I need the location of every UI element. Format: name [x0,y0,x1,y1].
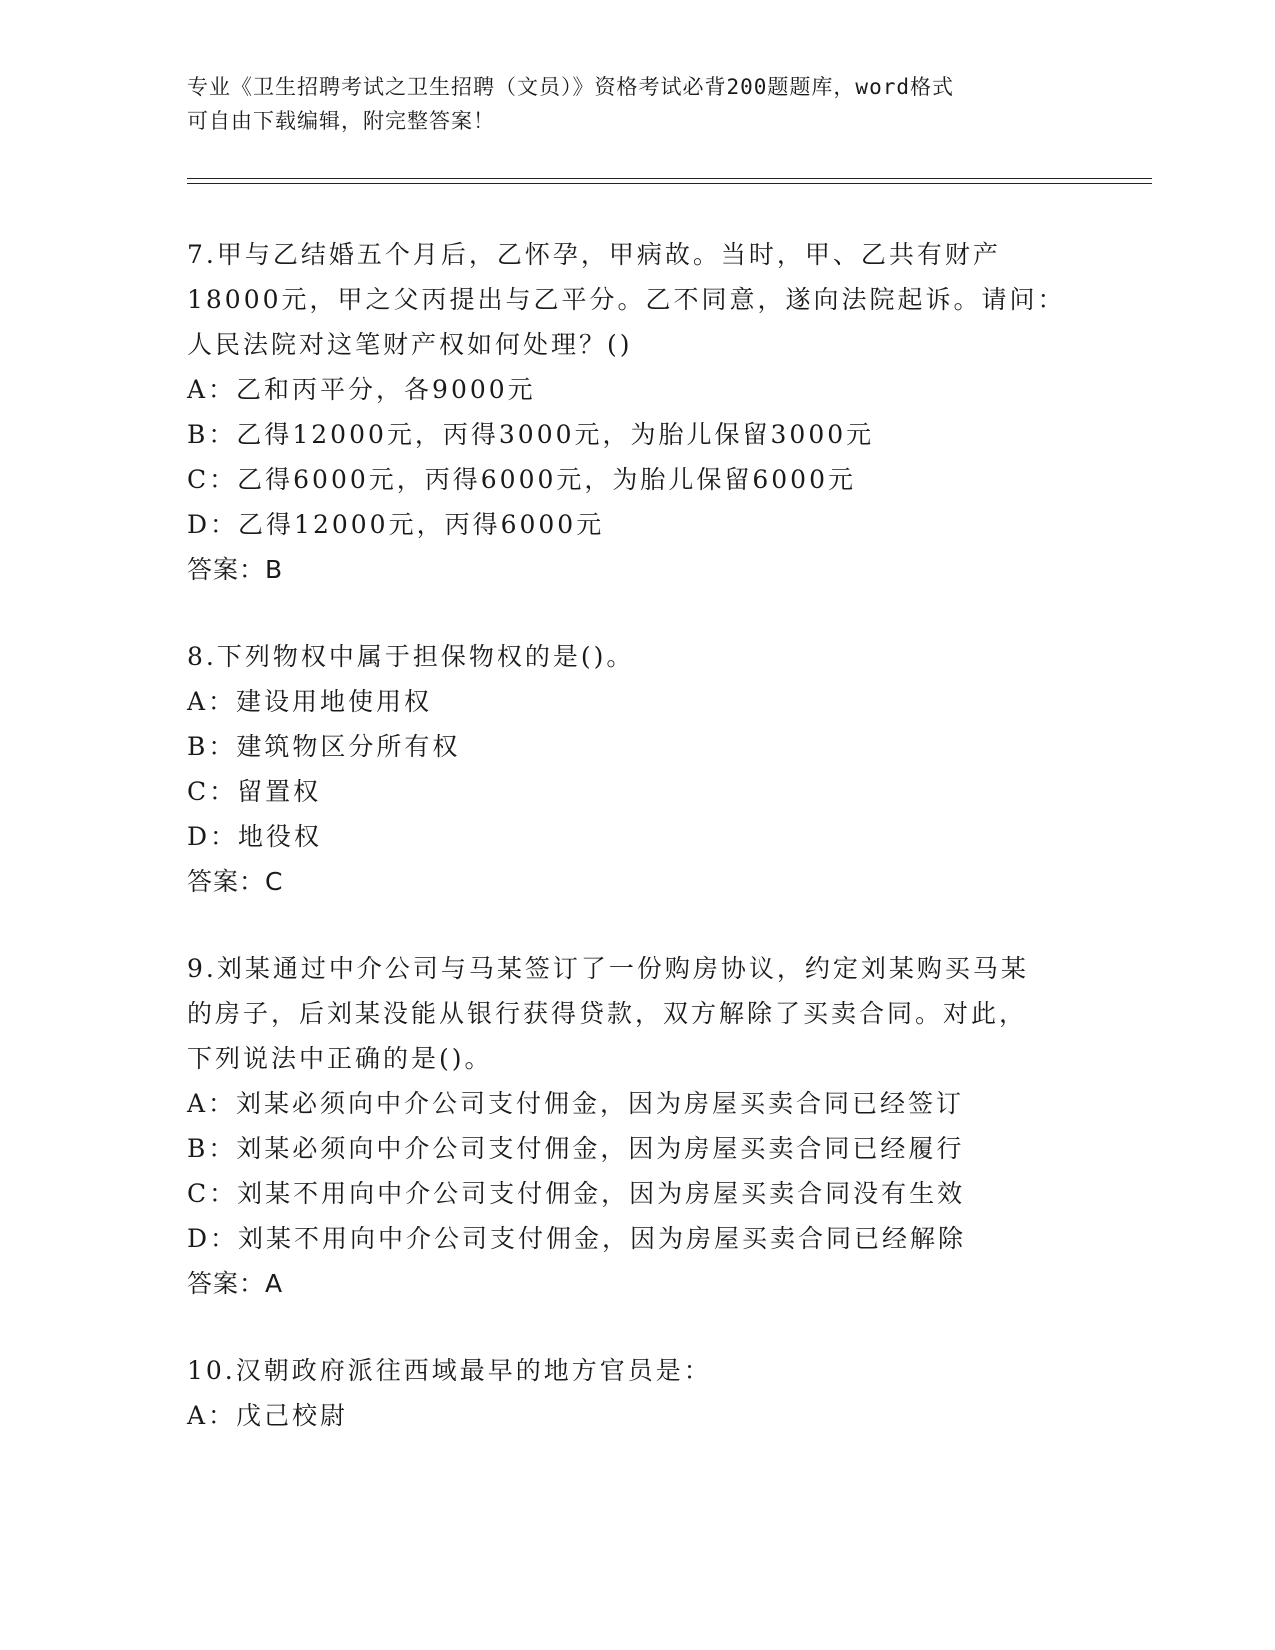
option-a: A：乙和丙平分，各9000元 [187,375,536,404]
question-stem: 的房子，后刘某没能从银行获得贷款，双方解除了买卖合同。对此， [187,999,1028,1028]
question-stem: 8.下列物权中属于担保物权的是()。 [187,642,635,671]
option-b: B：刘某必须向中介公司支付佣金，因为房屋买卖合同已经履行 [187,1134,965,1163]
answer-key: 答案：A [187,1269,284,1298]
option-c: C：刘某不用向中介公司支付佣金，因为房屋买卖合同没有生效 [187,1179,966,1208]
option-a: A：刘某必须向中介公司支付佣金，因为房屋买卖合同已经签订 [187,1089,965,1118]
question-stem: 18000元，甲之父丙提出与乙平分。乙不同意，遂向法院起诉。请问： [187,285,1066,314]
question-list [187,232,1087,1480]
header-title-line-2: 可自由下载编辑，附完整答案！ [187,109,495,133]
option-a: A：建设用地使用权 [187,687,433,716]
question-10 [187,1348,1087,1438]
option-b: B：乙得12000元，丙得3000元，为胎儿保留3000元 [187,420,875,449]
option-d: D：地役权 [187,822,323,851]
question-stem: 下列说法中正确的是()。 [187,1044,493,1073]
question-stem: 7.甲与乙结婚五个月后，乙怀孕，甲病故。当时，甲、乙共有财产 [187,240,1001,269]
question-stem: 10.汉朝政府派往西域最早的地方官员是： [187,1356,712,1385]
header-divider-top [187,178,1152,179]
option-a: A：戊己校尉 [187,1401,349,1430]
document-header [187,70,1087,138]
question-stem: 9.刘某通过中介公司与马某签订了一份购房协议，约定刘某购买马某 [187,954,1029,983]
option-d: D：刘某不用向中介公司支付佣金，因为房屋买卖合同已经解除 [187,1224,967,1253]
option-c: C：留置权 [187,777,322,806]
question-7 [187,232,1087,592]
header-divider-bottom [187,183,1152,184]
option-d: D：乙得12000元，丙得6000元 [187,510,605,539]
question-9 [187,946,1087,1306]
option-c: C：乙得6000元，丙得6000元，为胎儿保留6000元 [187,465,856,494]
answer-key: 答案：C [187,867,284,896]
question-8 [187,634,1087,904]
option-b: B：建筑物区分所有权 [187,732,461,761]
answer-key: 答案：B [187,555,284,584]
header-title-line-1: 专业《卫生招聘考试之卫生招聘（文员）》资格考试必背200题题库，word格式 [187,75,954,99]
question-stem: 人民法院对这笔财产权如何处理？() [187,330,633,359]
